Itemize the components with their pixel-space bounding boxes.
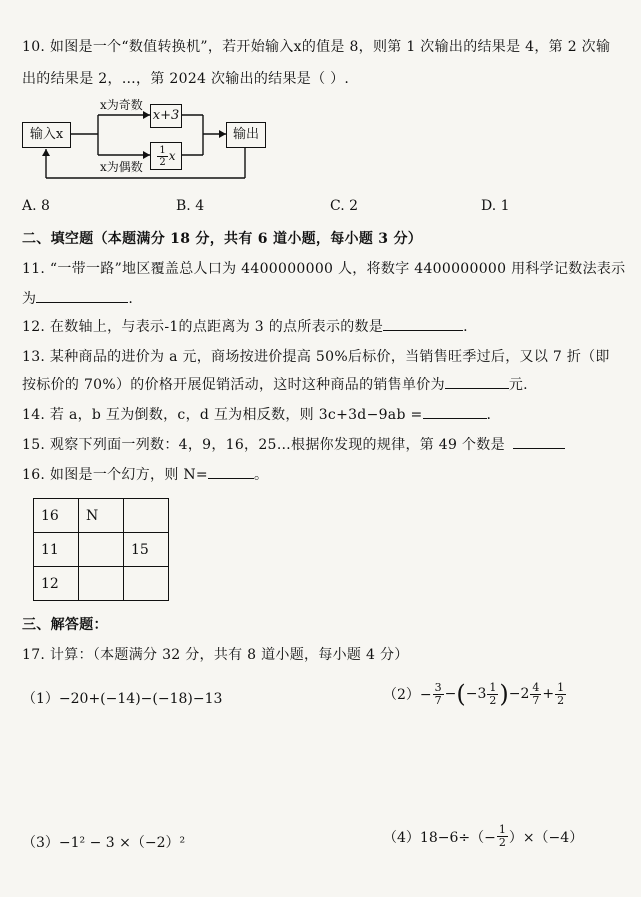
q17-part3: （3）−1² − 3 ×（−2）² [22,835,186,851]
magic-cell [124,567,169,601]
q14-text: 14. 若 a，b 互为倒数，c，d 互为相反数，则 3c+3d−9ab = [22,407,423,423]
q13-text: 按标价的 70%）的价格开展促销活动，这时这种商品的销售单价为 [22,377,445,393]
even-label: x为偶数 [100,160,143,174]
q10-line1: 10. 如图是一个“数值转换机”，若开始输入x的值是 8，则第 1 次输出的结果是 4，第 2 次输 [22,39,611,55]
magic-cell: 16 [34,499,79,533]
q17-p2-frac-c [530,682,541,707]
half-fraction [157,145,167,168]
q11-prefix: 为 [22,291,37,307]
q12-text: 12. 在数轴上，与表示-1的点距离为 3 的点所表示的数是 [22,319,384,335]
q17-p4-suffix: ）×（−4） [508,829,584,846]
left-paren: ( [456,680,466,708]
q11-line2 [22,288,133,308]
q17-p2-plus: + [542,686,555,702]
denominator: 2 [489,693,497,707]
q17-p4-prefix: （4）18−6÷（− [383,829,496,846]
q11-answer-blank [36,288,128,303]
q17-p2-minus: − [444,686,457,702]
q13-line2 [22,374,528,394]
q17-part4 [383,824,583,849]
output-box: 输出 [226,122,266,148]
magic-cell [79,567,124,601]
option-d: D. 1 [481,198,510,214]
half-numerator: 1 [159,144,166,156]
magic-cell [79,533,124,567]
option-b: B. 4 [176,198,205,214]
q10-line2: 出的结果是 2，…，第 2024 次输出的结果是（ ）. [22,71,350,87]
q12 [22,316,468,336]
plus-three-box: x+3 [150,104,182,128]
q14 [22,404,491,424]
numerator: 1 [489,680,497,694]
q17-p2-frac-a [433,682,444,707]
numerator: 4 [532,680,540,694]
magic-cell: 12 [34,567,79,601]
denominator: 2 [557,693,565,707]
q13-end: 元. [508,377,528,393]
q13-answer-blank [445,374,509,389]
q17-p2-c-whole: −2 [508,686,530,702]
numerator: 3 [434,680,442,694]
magic-row [34,533,169,567]
magic-row [34,499,169,533]
q13-line1: 13. 某种商品的进价为 a 元，商场按进价提高 50%后标价，当销售旺季过后，又以 7 折（即 [22,349,610,365]
numerator: 1 [557,680,565,694]
magic-cell: N [79,499,124,533]
q17-part1: （1）−20+(−14)−(−18)−13 [22,691,223,707]
magic-cell: 11 [34,533,79,567]
q15-answer-blank [513,434,565,449]
q17-p2-prefix: （2）− [383,687,432,703]
q11-end: . [128,291,134,307]
numerator: 1 [498,823,506,836]
q17-part2 [383,680,567,708]
denominator: 7 [434,693,442,707]
denominator: 7 [532,693,540,707]
option-c: C. 2 [330,198,359,214]
diagram-connectors [0,0,641,200]
section-2-heading: 二、填空题（本题满分 18 分，共有 6 道小题，每小题 3 分） [22,231,423,247]
q17-title: 17. 计算：（本题满分 32 分，共有 8 道小题，每小题 4 分） [22,647,409,663]
magic-square [33,498,169,601]
half-box [150,142,182,170]
q12-answer-blank [383,316,463,331]
half-variable: x [168,149,176,163]
denominator: 2 [498,836,506,849]
q17-p2-frac-b [487,682,498,707]
q15-text: 15. 观察下列面一列数：4，9，16，25…根据你发现的规律，第 49 个数是 [22,437,505,453]
section-3-heading: 三、解答题： [22,617,108,633]
magic-cell: 15 [124,533,169,567]
q17-p2-b-whole: −3 [465,686,487,702]
right-paren: ) [499,680,509,708]
q17-p2-frac-d [555,682,566,707]
odd-label: x为奇数 [100,98,143,112]
q16-answer-blank [208,464,254,479]
q14-answer-blank [423,404,487,419]
q16-text: 16. 如图是一个幻方，则 N= [22,467,208,483]
q12-end: . [463,319,468,335]
q16-end: 。 [253,467,269,483]
q14-end: . [486,407,492,423]
q17-p4-frac [497,824,508,849]
option-a: A. 8 [22,198,50,214]
magic-cell [124,499,169,533]
input-box: 输入x [22,122,71,148]
magic-row [34,567,169,601]
half-denominator: 2 [159,156,166,168]
q15 [22,434,565,454]
q11-line1: 11. “一带一路”地区覆盖总人口为 4400000000 人，将数字 4400000000 用科学记数法表示 [22,261,626,277]
q16 [22,464,268,484]
